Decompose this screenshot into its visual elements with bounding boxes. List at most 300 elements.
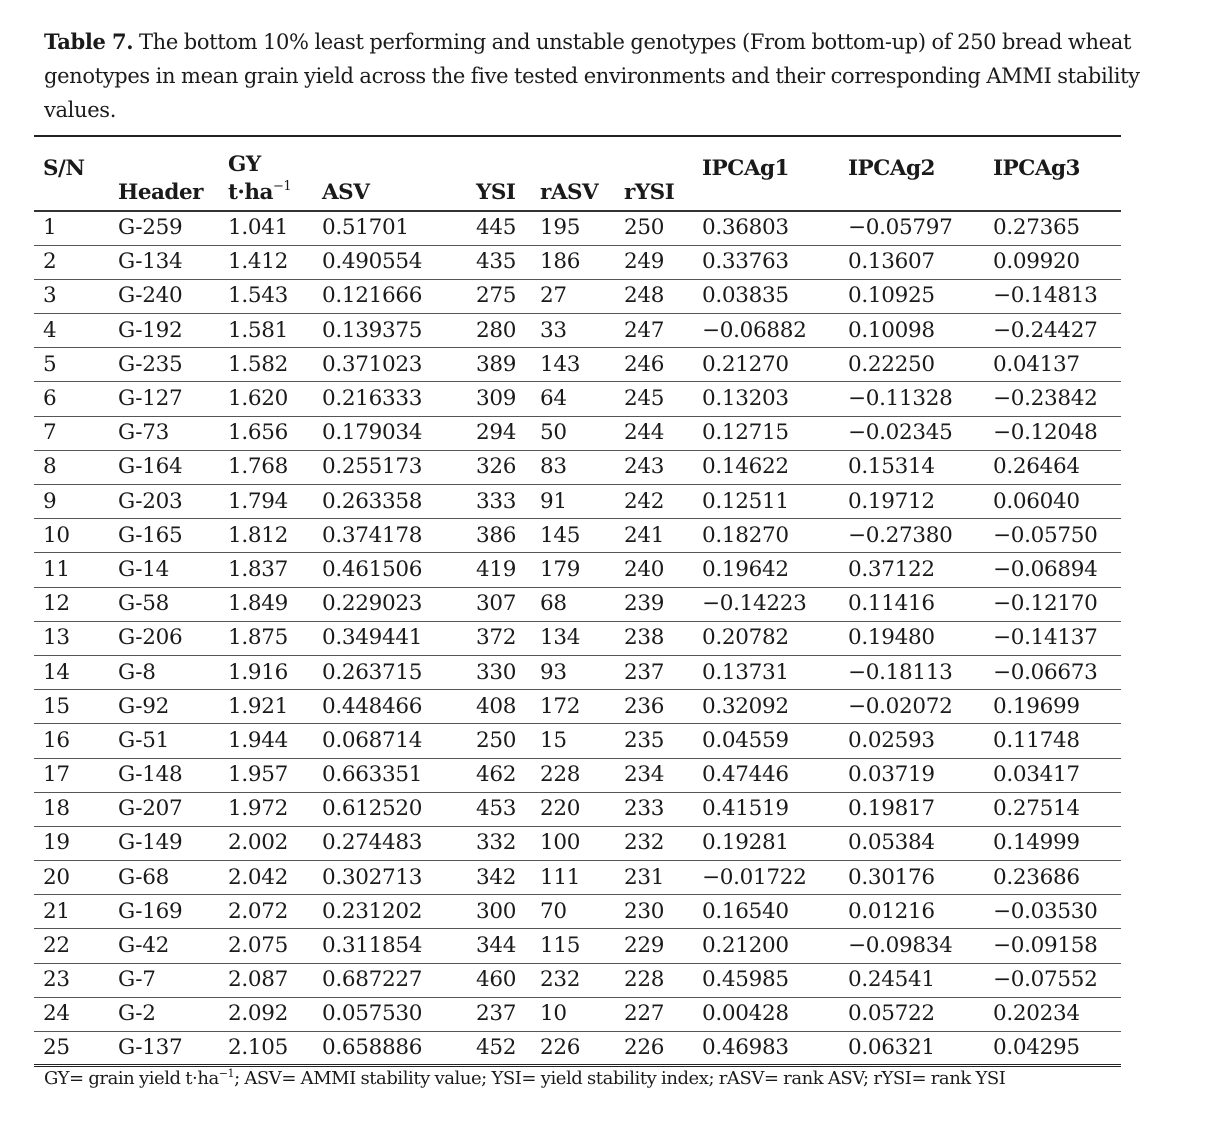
cell-asv: 0.374178 xyxy=(322,522,423,548)
cell-genotype: G-92 xyxy=(118,693,169,719)
cell-rasv: 68 xyxy=(540,591,567,617)
cell-ysi: 237 xyxy=(476,1001,517,1027)
cell-rasv: 226 xyxy=(540,1035,581,1061)
cell-genotype: G-169 xyxy=(118,898,183,924)
cell-gy: 2.072 xyxy=(228,898,289,924)
cell-asv: 0.658886 xyxy=(322,1035,423,1061)
cell-ipcag3: −0.12048 xyxy=(993,420,1098,446)
cell-sn: 6 xyxy=(43,386,57,412)
cell-gy: 1.620 xyxy=(228,386,289,412)
cell-ipcag3: −0.09158 xyxy=(993,933,1098,959)
cell-asv: 0.216333 xyxy=(322,386,423,412)
cell-sn: 7 xyxy=(43,420,57,446)
cell-ipcag2: 0.11416 xyxy=(848,591,935,617)
cell-rasv: 15 xyxy=(540,727,567,753)
results-table-container xyxy=(34,135,1121,1067)
cell-asv: 0.311854 xyxy=(322,933,423,959)
header-gy xyxy=(228,136,322,211)
cell-rysi: 229 xyxy=(624,933,665,959)
cell-rasv: 100 xyxy=(540,830,581,856)
cell-ipcag2: 0.02593 xyxy=(848,727,935,753)
cell-ipcag3: 0.27514 xyxy=(993,796,1080,822)
cell-gy: 1.849 xyxy=(228,591,289,617)
cell-ipcag1: 0.18270 xyxy=(702,522,789,548)
cell-sn: 18 xyxy=(43,796,70,822)
cell-rysi: 234 xyxy=(624,762,665,788)
cell-gy: 1.582 xyxy=(228,351,289,377)
cell-genotype: G-51 xyxy=(118,727,169,753)
cell-gy: 1.794 xyxy=(228,488,289,514)
cell-rysi: 231 xyxy=(624,864,665,890)
cell-genotype: G-206 xyxy=(118,625,183,651)
cell-asv: 0.371023 xyxy=(322,351,423,377)
cell-rasv: 186 xyxy=(540,249,581,275)
cell-ipcag1: 0.45985 xyxy=(702,967,789,993)
cell-gy: 1.944 xyxy=(228,727,289,753)
cell-asv: 0.121666 xyxy=(322,283,423,309)
cell-sn: 9 xyxy=(43,488,57,514)
table-row xyxy=(34,587,1121,621)
table-row xyxy=(34,211,1121,245)
cell-ipcag3: 0.09920 xyxy=(993,249,1080,275)
cell-ipcag3: −0.03530 xyxy=(993,898,1098,924)
cell-asv: 0.139375 xyxy=(322,317,423,343)
header-gy-unit: t·ha xyxy=(228,180,273,205)
cell-ysi: 275 xyxy=(476,283,517,309)
cell-gy: 2.087 xyxy=(228,967,289,993)
cell-sn: 25 xyxy=(43,1035,70,1061)
cell-ipcag2: 0.24541 xyxy=(848,967,935,993)
cell-ysi: 330 xyxy=(476,659,517,685)
cell-gy: 1.837 xyxy=(228,556,289,582)
cell-ipcag1: 0.13731 xyxy=(702,659,789,685)
cell-ipcag2: −0.09834 xyxy=(848,933,953,959)
table-caption xyxy=(44,25,1184,127)
cell-asv: 0.51701 xyxy=(322,215,409,241)
cell-asv: 0.448466 xyxy=(322,693,423,719)
cell-genotype: G-192 xyxy=(118,317,183,343)
cell-gy: 1.543 xyxy=(228,283,289,309)
cell-sn: 10 xyxy=(43,522,70,548)
cell-rasv: 179 xyxy=(540,556,581,582)
cell-gy: 2.092 xyxy=(228,1001,289,1027)
cell-genotype: G-164 xyxy=(118,454,183,480)
cell-ipcag3: 0.04295 xyxy=(993,1035,1080,1061)
cell-gy: 2.002 xyxy=(228,830,289,856)
cell-rasv: 10 xyxy=(540,1001,567,1027)
cell-asv: 0.255173 xyxy=(322,454,423,480)
cell-genotype: G-58 xyxy=(118,591,169,617)
cell-ipcag1: 0.13203 xyxy=(702,386,789,412)
cell-asv: 0.612520 xyxy=(322,796,423,822)
cell-asv: 0.263715 xyxy=(322,659,423,685)
cell-ysi: 332 xyxy=(476,830,517,856)
cell-gy: 1.812 xyxy=(228,522,289,548)
cell-ipcag1: 0.03835 xyxy=(702,283,789,309)
cell-ipcag3: −0.14137 xyxy=(993,625,1098,651)
cell-asv: 0.179034 xyxy=(322,420,423,446)
cell-ipcag1: 0.04559 xyxy=(702,727,789,753)
cell-sn: 14 xyxy=(43,659,70,685)
cell-rysi: 240 xyxy=(624,556,665,582)
cell-sn: 23 xyxy=(43,967,70,993)
cell-rasv: 64 xyxy=(540,386,567,412)
cell-rasv: 134 xyxy=(540,625,581,651)
cell-ysi: 453 xyxy=(476,796,517,822)
cell-ysi: 462 xyxy=(476,762,517,788)
cell-rasv: 228 xyxy=(540,762,581,788)
cell-ipcag2: −0.02345 xyxy=(848,420,953,446)
cell-ysi: 333 xyxy=(476,488,517,514)
cell-rasv: 93 xyxy=(540,659,567,685)
cell-ipcag3: −0.23842 xyxy=(993,386,1098,412)
cell-ysi: 445 xyxy=(476,215,517,241)
cell-ipcag3: −0.05750 xyxy=(993,522,1098,548)
cell-ipcag3: −0.06894 xyxy=(993,556,1098,582)
cell-rasv: 143 xyxy=(540,351,581,377)
cell-gy: 1.972 xyxy=(228,796,289,822)
cell-ipcag1: 0.41519 xyxy=(702,796,789,822)
cell-ipcag1: −0.14223 xyxy=(702,591,807,617)
footnote-part1: GY= grain yield t·ha xyxy=(44,1068,219,1089)
header-ipcag2: IPCAg2 xyxy=(848,155,936,181)
cell-sn: 16 xyxy=(43,727,70,753)
cell-asv: 0.461506 xyxy=(322,556,423,582)
table-row xyxy=(34,416,1121,450)
cell-ysi: 309 xyxy=(476,386,517,412)
cell-sn: 2 xyxy=(43,249,57,275)
cell-ipcag1: 0.12715 xyxy=(702,420,789,446)
footnote-sup: −1 xyxy=(218,1067,235,1080)
cell-rasv: 220 xyxy=(540,796,581,822)
header-gy-sup: −1 xyxy=(272,179,292,194)
header-asv: ASV xyxy=(322,180,370,205)
cell-rysi: 238 xyxy=(624,625,665,651)
cell-gy: 1.581 xyxy=(228,317,289,343)
cell-sn: 4 xyxy=(43,317,57,343)
cell-ipcag2: 0.37122 xyxy=(848,556,935,582)
cell-rasv: 111 xyxy=(540,864,581,890)
cell-ipcag3: 0.14999 xyxy=(993,830,1080,856)
cell-genotype: G-42 xyxy=(118,933,169,959)
header-header: Header xyxy=(118,180,203,205)
cell-genotype: G-127 xyxy=(118,386,183,412)
cell-ipcag2: 0.15314 xyxy=(848,454,935,480)
cell-gy: 2.105 xyxy=(228,1035,289,1061)
cell-genotype: G-259 xyxy=(118,215,183,241)
cell-rasv: 232 xyxy=(540,967,581,993)
header-ipcag3: IPCAg3 xyxy=(993,155,1081,181)
cell-rysi: 226 xyxy=(624,1035,665,1061)
table-row xyxy=(34,382,1121,416)
cell-ipcag1: 0.19281 xyxy=(702,830,789,856)
table-row xyxy=(34,792,1121,826)
cell-genotype: G-165 xyxy=(118,522,183,548)
cell-sn: 13 xyxy=(43,625,70,651)
cell-genotype: G-7 xyxy=(118,967,156,993)
cell-ysi: 372 xyxy=(476,625,517,651)
cell-genotype: G-203 xyxy=(118,488,183,514)
cell-rysi: 243 xyxy=(624,454,665,480)
cell-ipcag1: 0.19642 xyxy=(702,556,789,582)
cell-ipcag2: −0.05797 xyxy=(848,215,953,241)
cell-sn: 1 xyxy=(43,215,57,241)
cell-asv: 0.349441 xyxy=(322,625,423,651)
cell-ipcag2: 0.05384 xyxy=(848,830,935,856)
cell-genotype: G-137 xyxy=(118,1035,183,1061)
cell-gy: 1.656 xyxy=(228,420,289,446)
cell-sn: 8 xyxy=(43,454,57,480)
cell-ipcag2: 0.19817 xyxy=(848,796,935,822)
cell-ipcag3: 0.26464 xyxy=(993,454,1080,480)
footnote-part2: ; ASV= AMMI stability value; YSI= yield stability index; rASV= rank ASV; rYSI= rank YSI xyxy=(234,1068,1006,1089)
cell-rasv: 115 xyxy=(540,933,581,959)
cell-rysi: 235 xyxy=(624,727,665,753)
cell-sn: 20 xyxy=(43,864,70,890)
cell-ipcag1: 0.14622 xyxy=(702,454,789,480)
cell-ipcag2: −0.02072 xyxy=(848,693,953,719)
cell-ysi: 452 xyxy=(476,1035,517,1061)
cell-rysi: 246 xyxy=(624,351,665,377)
cell-rysi: 239 xyxy=(624,591,665,617)
cell-ipcag1: −0.06882 xyxy=(702,317,807,343)
cell-rysi: 227 xyxy=(624,1001,665,1027)
cell-ipcag3: 0.23686 xyxy=(993,864,1080,890)
cell-sn: 12 xyxy=(43,591,70,617)
cell-sn: 19 xyxy=(43,830,70,856)
cell-ysi: 250 xyxy=(476,727,517,753)
cell-genotype: G-134 xyxy=(118,249,183,275)
cell-sn: 17 xyxy=(43,762,70,788)
table-row xyxy=(34,861,1121,895)
cell-ysi: 419 xyxy=(476,556,517,582)
cell-asv: 0.057530 xyxy=(322,1001,423,1027)
cell-rysi: 232 xyxy=(624,830,665,856)
cell-rysi: 249 xyxy=(624,249,665,275)
cell-ipcag2: 0.19480 xyxy=(848,625,935,651)
cell-ipcag3: 0.27365 xyxy=(993,215,1080,241)
cell-ipcag2: −0.27380 xyxy=(848,522,953,548)
cell-ipcag1: 0.46983 xyxy=(702,1035,789,1061)
cell-genotype: G-8 xyxy=(118,659,156,685)
cell-ipcag1: 0.36803 xyxy=(702,215,789,241)
cell-ipcag2: 0.06321 xyxy=(848,1035,935,1061)
cell-genotype: G-235 xyxy=(118,351,183,377)
cell-ipcag2: 0.19712 xyxy=(848,488,935,514)
table-row xyxy=(34,929,1121,963)
table-row xyxy=(34,485,1121,519)
cell-ipcag3: 0.19699 xyxy=(993,693,1080,719)
cell-ysi: 326 xyxy=(476,454,517,480)
cell-ipcag1: 0.33763 xyxy=(702,249,789,275)
cell-ysi: 300 xyxy=(476,898,517,924)
table-row xyxy=(34,314,1121,348)
cell-ysi: 344 xyxy=(476,933,517,959)
table-row xyxy=(34,450,1121,484)
table-row xyxy=(34,553,1121,587)
cell-sn: 3 xyxy=(43,283,57,309)
cell-ipcag3: −0.24427 xyxy=(993,317,1098,343)
cell-genotype: G-207 xyxy=(118,796,183,822)
cell-rasv: 91 xyxy=(540,488,567,514)
cell-rysi: 244 xyxy=(624,420,665,446)
cell-ysi: 389 xyxy=(476,351,517,377)
cell-rasv: 33 xyxy=(540,317,567,343)
header-ysi: YSI xyxy=(476,180,516,205)
cell-asv: 0.231202 xyxy=(322,898,423,924)
cell-ipcag1: 0.47446 xyxy=(702,762,789,788)
cell-genotype: G-149 xyxy=(118,830,183,856)
cell-gy: 2.075 xyxy=(228,933,289,959)
cell-rysi: 250 xyxy=(624,215,665,241)
cell-asv: 0.490554 xyxy=(322,249,423,275)
cell-asv: 0.274483 xyxy=(322,830,423,856)
cell-gy: 1.921 xyxy=(228,693,289,719)
cell-asv: 0.302713 xyxy=(322,864,423,890)
table-label: Table 7. xyxy=(44,29,134,54)
table-row xyxy=(34,690,1121,724)
cell-sn: 5 xyxy=(43,351,57,377)
cell-asv: 0.229023 xyxy=(322,591,423,617)
cell-ipcag2: 0.22250 xyxy=(848,351,935,377)
cell-genotype: G-68 xyxy=(118,864,169,890)
cell-ipcag1: 0.12511 xyxy=(702,488,789,514)
cell-rasv: 172 xyxy=(540,693,581,719)
table-row xyxy=(34,655,1121,689)
table-row xyxy=(34,895,1121,929)
table-row xyxy=(34,1032,1121,1066)
table-row xyxy=(34,279,1121,313)
cell-ipcag2: 0.10925 xyxy=(848,283,935,309)
cell-sn: 22 xyxy=(43,933,70,959)
cell-asv: 0.068714 xyxy=(322,727,423,753)
cell-rysi: 248 xyxy=(624,283,665,309)
cell-genotype: G-2 xyxy=(118,1001,156,1027)
table-row xyxy=(34,997,1121,1031)
cell-genotype: G-240 xyxy=(118,283,183,309)
cell-ipcag3: −0.12170 xyxy=(993,591,1098,617)
cell-ipcag2: 0.01216 xyxy=(848,898,935,924)
header-gy-line2 xyxy=(228,179,322,207)
cell-rysi: 237 xyxy=(624,659,665,685)
cell-rysi: 233 xyxy=(624,796,665,822)
header-sn: S/N xyxy=(43,155,85,181)
cell-rysi: 236 xyxy=(624,693,665,719)
cell-asv: 0.263358 xyxy=(322,488,423,514)
cell-ipcag2: 0.13607 xyxy=(848,249,935,275)
results-table xyxy=(34,135,1121,1067)
cell-ipcag2: 0.10098 xyxy=(848,317,935,343)
table-row xyxy=(34,724,1121,758)
cell-rasv: 70 xyxy=(540,898,567,924)
cell-ysi: 386 xyxy=(476,522,517,548)
cell-asv: 0.687227 xyxy=(322,967,423,993)
header-ipcag1: IPCAg1 xyxy=(702,155,790,181)
cell-ysi: 307 xyxy=(476,591,517,617)
table-header xyxy=(34,136,1121,211)
cell-genotype: G-14 xyxy=(118,556,169,582)
cell-rasv: 145 xyxy=(540,522,581,548)
cell-ipcag1: −0.01722 xyxy=(702,864,807,890)
cell-ipcag2: 0.05722 xyxy=(848,1001,935,1027)
cell-gy: 1.957 xyxy=(228,762,289,788)
table-row xyxy=(34,519,1121,553)
cell-ipcag1: 0.16540 xyxy=(702,898,789,924)
cell-rasv: 50 xyxy=(540,420,567,446)
cell-gy: 1.768 xyxy=(228,454,289,480)
table-body xyxy=(34,211,1121,1066)
cell-asv: 0.663351 xyxy=(322,762,423,788)
cell-ipcag1: 0.00428 xyxy=(702,1001,789,1027)
header-rysi: rYSI xyxy=(624,180,675,205)
header-gy-line1: GY xyxy=(228,152,261,177)
cell-ipcag1: 0.21270 xyxy=(702,351,789,377)
table-row xyxy=(34,758,1121,792)
cell-rysi: 241 xyxy=(624,522,665,548)
cell-ipcag1: 0.20782 xyxy=(702,625,789,651)
cell-genotype: G-148 xyxy=(118,762,183,788)
cell-ipcag2: −0.18113 xyxy=(848,659,953,685)
cell-ipcag3: 0.11748 xyxy=(993,727,1080,753)
cell-rasv: 83 xyxy=(540,454,567,480)
cell-rysi: 247 xyxy=(624,317,665,343)
cell-rysi: 230 xyxy=(624,898,665,924)
table-row xyxy=(34,348,1121,382)
cell-sn: 21 xyxy=(43,898,70,924)
cell-genotype: G-73 xyxy=(118,420,169,446)
table-footnote xyxy=(44,1068,1005,1089)
cell-ysi: 408 xyxy=(476,693,517,719)
cell-ipcag3: −0.06673 xyxy=(993,659,1098,685)
cell-ysi: 435 xyxy=(476,249,517,275)
cell-rasv: 195 xyxy=(540,215,581,241)
cell-rysi: 245 xyxy=(624,386,665,412)
cell-gy: 1.412 xyxy=(228,249,289,275)
cell-ipcag2: −0.11328 xyxy=(848,386,953,412)
cell-sn: 11 xyxy=(43,556,70,582)
cell-gy: 1.875 xyxy=(228,625,289,651)
header-rasv: rASV xyxy=(540,180,599,205)
cell-ipcag1: 0.21200 xyxy=(702,933,789,959)
cell-gy: 2.042 xyxy=(228,864,289,890)
cell-ipcag3: −0.07552 xyxy=(993,967,1098,993)
cell-rasv: 27 xyxy=(540,283,567,309)
cell-ipcag2: 0.30176 xyxy=(848,864,935,890)
table-row xyxy=(34,826,1121,860)
cell-ysi: 460 xyxy=(476,967,517,993)
cell-rysi: 228 xyxy=(624,967,665,993)
table-row xyxy=(34,963,1121,997)
cell-ysi: 342 xyxy=(476,864,517,890)
table-row xyxy=(34,621,1121,655)
table-row xyxy=(34,245,1121,279)
cell-ipcag3: 0.20234 xyxy=(993,1001,1080,1027)
cell-ipcag3: 0.06040 xyxy=(993,488,1080,514)
cell-ysi: 280 xyxy=(476,317,517,343)
cell-ipcag1: 0.32092 xyxy=(702,693,789,719)
header-row xyxy=(34,136,1121,211)
cell-sn: 15 xyxy=(43,693,70,719)
cell-ipcag3: −0.14813 xyxy=(993,283,1098,309)
cell-gy: 1.916 xyxy=(228,659,289,685)
cell-sn: 24 xyxy=(43,1001,70,1027)
cell-ipcag3: 0.04137 xyxy=(993,351,1080,377)
caption-text: The bottom 10% least performing and unstable genotypes (From bottom-up) of 250 bread wheat genotypes in mean grain yield across the five tested environments and their corresponding AMMI stability values. xyxy=(44,30,1140,122)
cell-ysi: 294 xyxy=(476,420,517,446)
cell-gy: 1.041 xyxy=(228,215,289,241)
cell-ipcag3: 0.03417 xyxy=(993,762,1080,788)
cell-ipcag2: 0.03719 xyxy=(848,762,935,788)
